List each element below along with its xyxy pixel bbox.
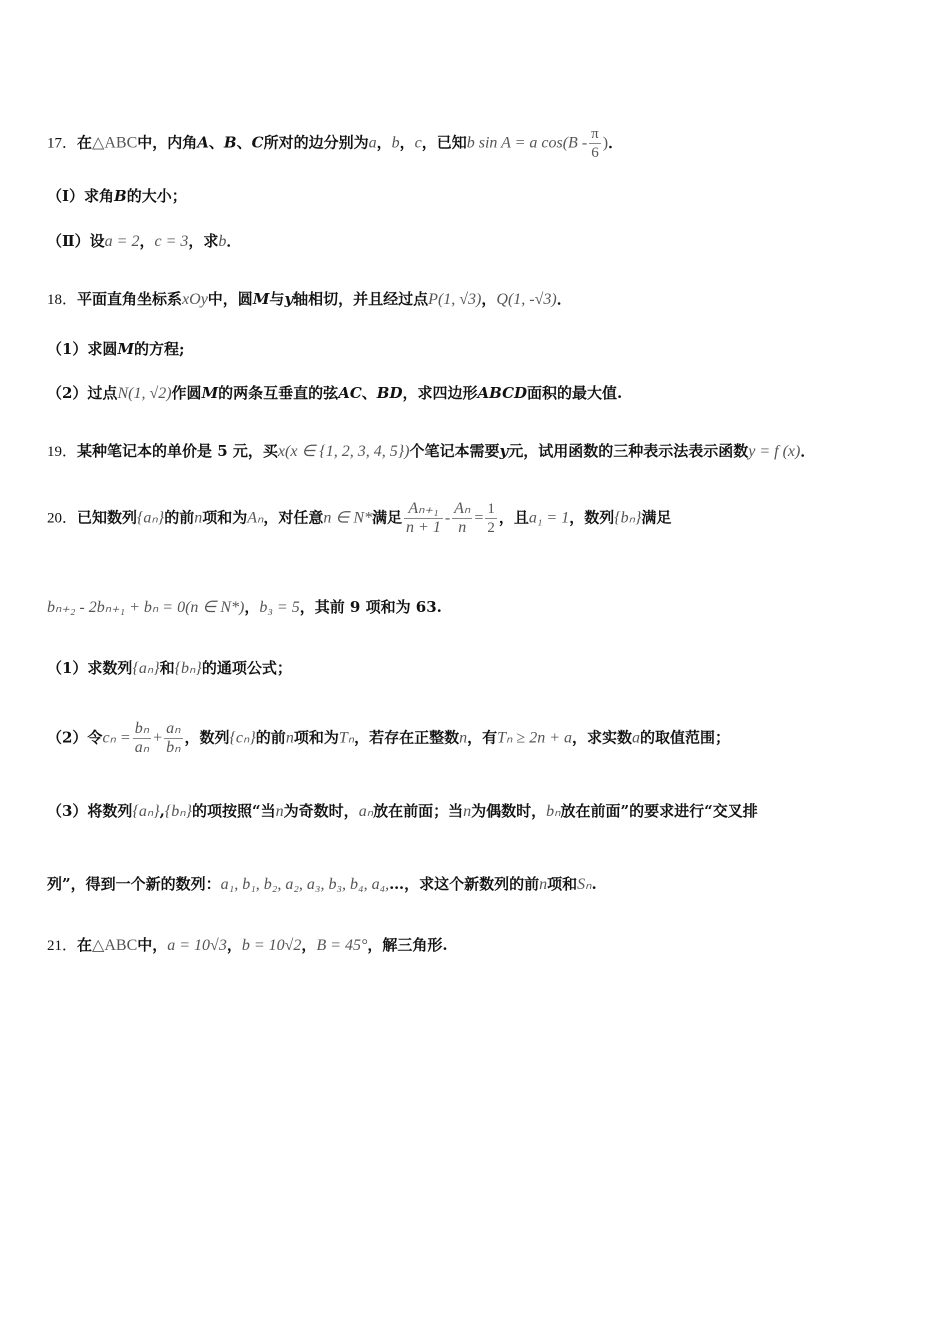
q20-p2-fraction-1: $\frac{\text{bₙ}}{\text{aₙ}}$ (134, 720, 150, 756)
q20-recurrence: bₙ₊₂ - 2bₙ₊₁ + bₙ = 0(n ∈ N*)，b₃ = 5，其前 9 项和为 63. (47, 598, 442, 616)
q19-number: 19． (47, 444, 78, 460)
q20-part3: （3）将数列{aₙ},{bₙ}的项按照“当n为奇数时，aₙ放在前面；当n为偶数时，bₙ放在前面”的要求进行“交叉排 (47, 802, 758, 820)
q20-fraction-3: $\frac{1}{2}$ (487, 501, 495, 536)
q17-equation: b sin A = a cos(B - (466, 134, 588, 152)
q20-part3-cont: 列”，得到一个新的数列：a₁, b₁, b₂, a₂, a₃, b₃, b₄, a₄,…，求这个新数列的前n项和Sₙ. (47, 875, 597, 893)
q17-part2: （Ⅱ）设a = 2，c = 3，求b． (47, 232, 242, 250)
q18-part2: （2）过点N(1, √2)作圆M的两条互垂直的弦AC、BD，求四边形ABCD面积的最大值. (47, 384, 623, 402)
q20-number: 20． (47, 510, 78, 527)
q17-number: 17． (47, 135, 78, 152)
q20-part1: （1）求数列{aₙ}和{bₙ}的通项公式； (47, 659, 292, 677)
q17-fraction: $\frac{\pi}{6}$ (591, 126, 599, 161)
q17-stem: 17．在△ABC中，内角A、B、C所对的边分别为a，b，c，已知b sin A = a cos(B - $\frac{\pi}{6}$ )． (47, 126, 624, 161)
q21-stem: 21．在△ABC中，a = 10√3，b = 10√2，B = 45°，解三角形. (47, 936, 448, 954)
q17-part1: （Ⅰ）求角B的大小； (47, 187, 187, 205)
q18-number: 18． (47, 292, 78, 308)
q20-fraction-2: $\frac{\text{Aₙ}}{n}$ (454, 500, 471, 536)
q18-stem: 18．平面直角坐标系xOy中，圆M与y轴相切，并且经过点P(1, √3)，Q(1, -√3)． (47, 290, 572, 308)
q20-fraction-1: $\frac{\text{Aₙ₊₁}}{n + 1}$ (406, 500, 441, 536)
q21-number: 21． (47, 938, 78, 954)
q19-stem: 19．某种笔记本的单价是 5 元，买x(x ∈ {1, 2, 3, 4, 5})个笔记本需要y元，试用函数的三种表示法表示函数y = f (x)． (47, 442, 816, 460)
q17-triangle: △ABC (92, 134, 138, 152)
q20-part2: （2）令cₙ = $\frac{\text{bₙ}}{\text{aₙ}}$ + $\frac{\text{aₙ}}{\text{bₙ}}$ ，数列{cₙ}的前n项和为Tₙ，若存在正整数n，有Tₙ ≥ 2n + a，求实数a的取值范围； (47, 720, 731, 756)
q20-stem: 20．已知数列{aₙ}的前n项和为Aₙ，对任意n ∈ N*满足 $\frac{\text{Aₙ₊₁}}{n + 1}$ - $\frac{\text{Aₙ}}{n}$ = $\frac{1}{2}$ ，且a₁ = 1，数列{bₙ}满足 (47, 500, 672, 536)
q20-p2-fraction-2: $\frac{\text{aₙ}}{\text{bₙ}}$ (166, 720, 181, 756)
q18-part1: （1）求圆M的方程; (47, 340, 185, 358)
